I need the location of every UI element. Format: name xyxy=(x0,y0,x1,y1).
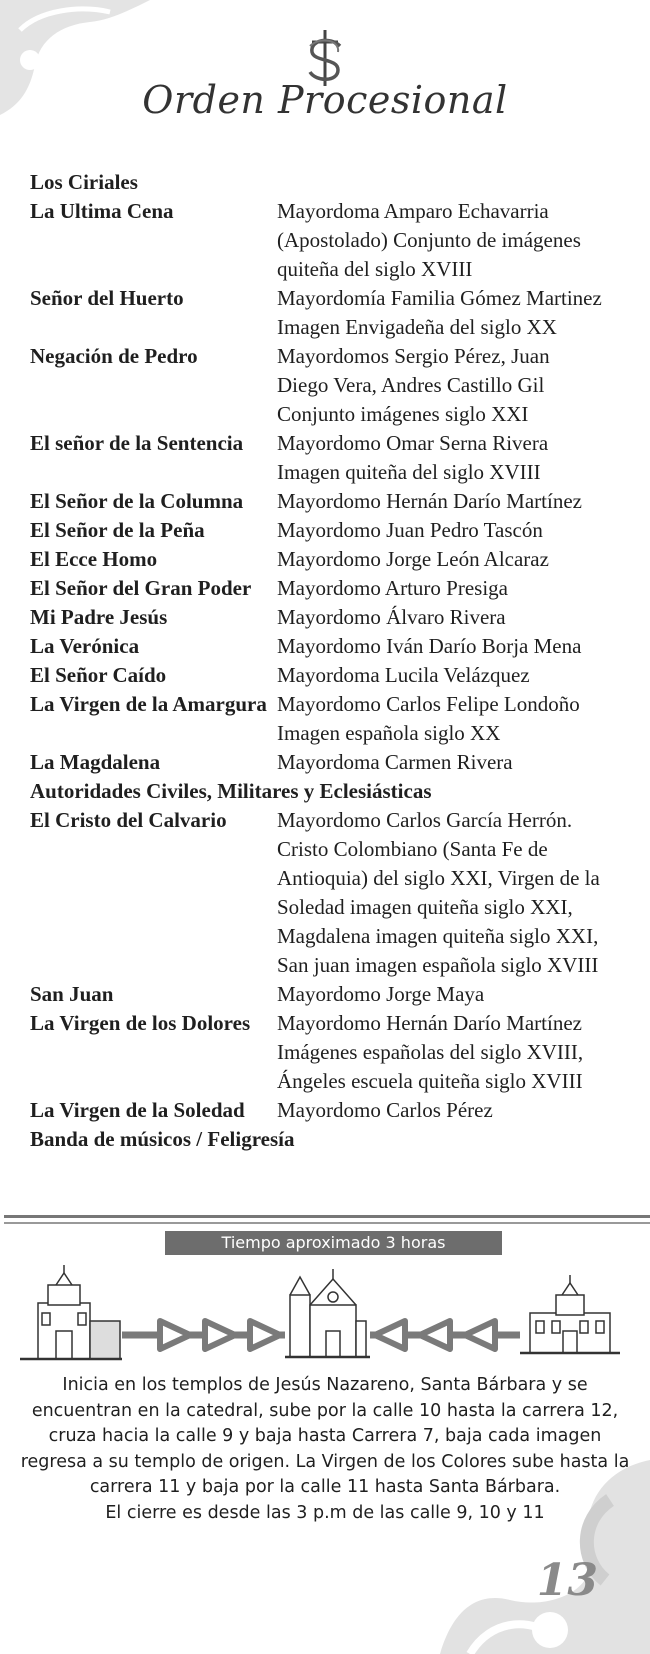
procession-image-details: Mayordomo Carlos García Herrón. Cristo Colombiano (Santa Fe de Antioquia) del siglo XXI, Virgen de la Soledad imagen quiteña siglo XXI, Magdalena imagen quiteña siglo XXI, San juan imagen española siglo XVIII xyxy=(277,808,600,977)
church-right-icon xyxy=(520,1275,620,1353)
procession-row xyxy=(30,806,630,980)
procession-image-details: Mayordoma Lucila Velázquez xyxy=(277,663,530,687)
procession-image-name: El Señor de la Columna xyxy=(30,489,244,513)
procession-row xyxy=(30,545,630,574)
page-number: 13 xyxy=(536,1555,598,1606)
procession-image-name: El Cristo del Calvario xyxy=(30,808,227,832)
procession-row xyxy=(30,429,630,487)
procession-image-name: La Virgen de los Dolores xyxy=(30,1011,251,1035)
procession-row xyxy=(30,197,630,284)
procession-image-name: El Señor Caído xyxy=(30,663,167,687)
procession-image-name: La Virgen de la Soledad xyxy=(30,1098,245,1122)
procession-row xyxy=(30,1009,630,1096)
procession-image-details: Mayordomo Álvaro Rivera xyxy=(277,605,506,629)
procession-image-name: Señor del Huerto xyxy=(30,286,184,310)
procession-image-name: Mi Padre Jesús xyxy=(30,605,168,629)
procession-row xyxy=(30,342,630,429)
procession-image-name: Los Ciriales xyxy=(30,170,138,194)
procession-image-name: El Ecce Homo xyxy=(30,547,158,571)
procession-row xyxy=(30,748,630,777)
procession-image-name: El Señor de la Peña xyxy=(30,518,205,542)
route-description-block xyxy=(20,1373,630,1526)
route-diagram xyxy=(0,1265,650,1365)
procession-image-details xyxy=(277,168,630,197)
procession-row xyxy=(30,168,630,197)
arrow-left-icon xyxy=(370,1321,520,1349)
procession-image-details: Mayordoma Carmen Rivera xyxy=(277,750,513,774)
procession-row xyxy=(30,661,630,690)
procession-image-name: Autoridades Civiles, Militares y Eclesiásticas xyxy=(30,779,432,803)
procession-image-details: Mayordoma Amparo Echavarria (Apostolado) Conjunto de imágenes quiteña del siglo XVIII xyxy=(277,199,581,281)
church-left-icon xyxy=(20,1265,122,1359)
procession-image-name: Banda de músicos / Feligresía xyxy=(30,1127,295,1151)
procession-row xyxy=(30,690,630,748)
procession-image-name: La Virgen de la Amargura xyxy=(30,692,267,716)
page-header xyxy=(0,0,650,160)
procession-row xyxy=(30,487,630,516)
procession-row xyxy=(30,632,630,661)
procession-image-name: Negación de Pedro xyxy=(30,344,198,368)
procession-image-details: Mayordomo Omar Serna Rivera Imagen quiteña del siglo XVIII xyxy=(277,431,549,484)
procession-image-details: Mayordomo Juan Pedro Tascón xyxy=(277,518,543,542)
closing-note: El cierre es desde las 3 p.m de las calle 9, 10 y 11 xyxy=(105,1502,545,1523)
procession-row xyxy=(30,1125,630,1154)
procession-image-name: La Ultima Cena xyxy=(30,199,174,223)
procession-image-details: Mayordomos Sergio Pérez, Juan Diego Vera, Andres Castillo Gil Conjunto imágenes siglo XXI xyxy=(277,344,550,426)
procession-image-details: Mayordomo Hernán Darío Martínez xyxy=(277,489,582,513)
time-badge: Tiempo aproximado 3 horas xyxy=(165,1231,502,1255)
procession-image-name: La Verónica xyxy=(30,634,140,658)
procession-row xyxy=(30,980,630,1009)
procession-image-details: Mayordomo Carlos Pérez xyxy=(277,1098,493,1122)
procession-image-details: Mayordomo Iván Darío Borja Mena xyxy=(277,634,582,658)
procession-image-name: El señor de la Sentencia xyxy=(30,431,244,455)
procession-image-details: Mayordomo Arturo Presiga xyxy=(277,576,508,600)
procession-image-details: Mayordomo Jorge Maya xyxy=(277,982,485,1006)
section-divider xyxy=(4,1215,650,1218)
procession-image-details: Mayordomo Carlos Felipe Londoño Imagen española siglo XX xyxy=(277,692,580,745)
procession-image-details: Mayordomo Hernán Darío Martínez Imágenes españolas del siglo XVIII, Ángeles escuela quiteña siglo XVIII xyxy=(277,1011,584,1093)
procession-row xyxy=(30,574,630,603)
route-description: Inicia en los templos de Jesús Nazareno, Santa Bárbara y se encuentran en la catedral, sube por la calle 10 hasta la carrera 12, cruza hacia la calle 9 y baja hasta Carrera 7, baja cada imagen regresa a su templo de origen. La Virgen de los Colores sube hasta la carrera 11 y baja por la calle 11 hasta Santa Bárbara. xyxy=(20,1375,630,1497)
procession-list xyxy=(30,168,630,1154)
procession-image-details: Mayordomía Familia Gómez Martinez Imagen Envigadeña del siglo XX xyxy=(277,286,602,339)
procession-row xyxy=(30,777,630,806)
arrow-right-icon xyxy=(122,1321,285,1349)
procession-row xyxy=(30,284,630,342)
procession-row xyxy=(30,1096,630,1125)
procession-image-name: El Señor del Gran Poder xyxy=(30,576,252,600)
page-title: Orden Procesional xyxy=(142,78,508,122)
procession-image-name: La Magdalena xyxy=(30,750,161,774)
procession-row xyxy=(30,516,630,545)
procession-image-name: San Juan xyxy=(30,982,114,1006)
procession-row xyxy=(30,603,630,632)
section-divider-secondary xyxy=(4,1222,650,1224)
cathedral-icon xyxy=(285,1269,370,1357)
procession-image-details: Mayordomo Jorge León Alcaraz xyxy=(277,547,549,571)
